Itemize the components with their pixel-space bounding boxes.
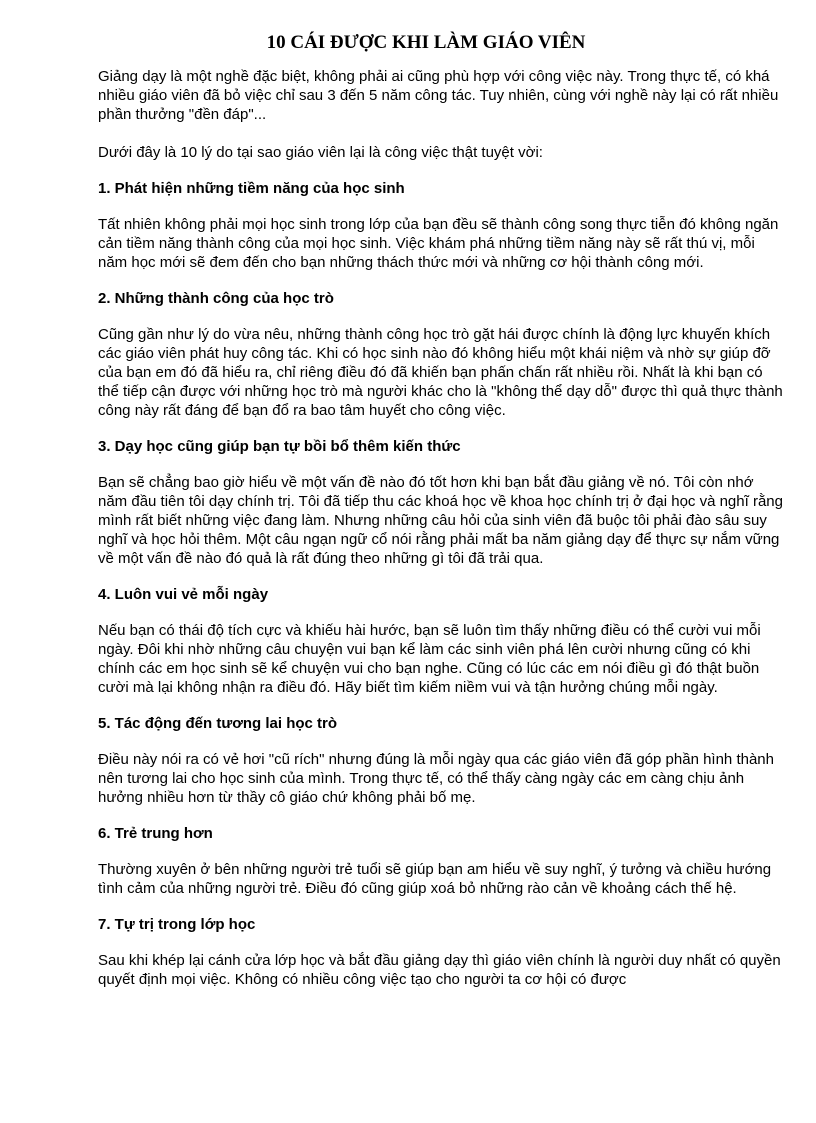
section-paragraph: Nếu bạn có thái độ tích cực và khiếu hài hước, bạn sẽ luôn tìm thấy những điều có thể cười vui mỗi ngày. Đôi khi nhờ những câu chuyện vui bạn kể làm các sinh viên phá lên cười nhưng cũng có khi chính các em học sinh sẽ kể chuyện vui cho bạn nghe. Cũng có lúc các em nói điều gì đó thật buồn cười mà lại không nhận ra điều đó. Hãy biết tìm kiếm niềm vui và tận hưởng chúng mỗi ngày.	[98, 622, 761, 696]
page-title: 10 CÁI ĐƯỢC KHI LÀM GIÁO VIÊN	[266, 32, 586, 53]
section-paragraph: Bạn sẽ chẳng bao giờ hiểu về một vấn đề nào đó tốt hơn khi bạn bắt đầu giảng về nó. Tôi còn nhớ năm đầu tiên tôi dạy chính trị. Tôi đã tiếp thu các khoá học về khoa học chính trị ở đại học và nghĩ rằng mình rất biết những việc đang làm. Nhưng những câu hỏi của sinh viên đã buộc tôi phải đào sâu suy nghĩ và học hỏi thêm. Một câu ngạn ngữ cổ nói rằng phải mất ba năm giảng dạy để thực sự nắm vững về một vấn đề nào đó quả là rất đúng theo những gì tôi đã trải qua.	[98, 474, 783, 567]
section-heading: 3. Dạy học cũng giúp bạn tự bồi bổ thêm kiến thức	[98, 438, 461, 455]
section-paragraph: Tất nhiên không phải mọi học sinh trong lớp của bạn đều sẽ thành công song thực tiễn đó không ngăn cản tiềm năng thành công của mọi học sinh. Việc khám phá những tiềm năng này sẽ rất thú vị, mỗi năm học mới sẽ đem đến cho bạn những thách thức mới và những cơ hội thành công mới.	[98, 216, 779, 271]
section-paragraph: Thường xuyên ở bên những người trẻ tuổi sẽ giúp bạn am hiểu về suy nghĩ, ý tưởng và chiều hướng tình cảm của những người trẻ. Điều đó cũng giúp xoá bỏ những rào cản về khoảng cách thế hệ.	[98, 861, 772, 897]
section-heading: 1. Phát hiện những tiềm năng của học sinh	[98, 180, 405, 197]
section-paragraph: Sau khi khép lại cánh cửa lớp học và bắt đầu giảng dạy thì giáo viên chính là người duy nhất có quyền quyết định mọi việc. Không có nhiều công việc tạo cho người ta cơ hội có được	[98, 952, 781, 988]
section-heading: 6. Trẻ trung hơn	[98, 825, 213, 842]
section-heading: 2. Những thành công của học trò	[98, 290, 334, 307]
section-paragraph: Điều này nói ra có vẻ hơi "cũ rích" nhưng đúng là mỗi ngày qua các giáo viên đã góp phần hình thành nên tương lai cho học sinh của mình. Trong thực tế, có thể thấy càng ngày các em càng chịu ảnh hưởng nhiều hơn từ thầy cô giáo chứ không phải bố mẹ.	[98, 751, 774, 806]
section-heading: 4. Luôn vui vẻ mỗi ngày	[98, 586, 269, 603]
section-heading: 5. Tác động đến tương lai học trò	[98, 715, 338, 732]
document-page	[98, 0, 786, 989]
section-heading: 7. Tự trị trong lớp học	[98, 916, 256, 933]
intro-paragraph: Dưới đây là 10 lý do tại sao giáo viên lại là công việc thật tuyệt vời:	[98, 144, 543, 161]
intro-paragraph: Giảng dạy là một nghề đặc biệt, không phải ai cũng phù hợp với công việc này. Trong thực tế, có khá nhiều giáo viên đã bỏ việc chỉ sau 3 đến 5 năm công tác. Tuy nhiên, cùng với nghề này lại có rất nhiều phần thưởng "đền đáp"...	[98, 68, 779, 123]
section-paragraph: Cũng gần như lý do vừa nêu, những thành công học trò gặt hái được chính là động lực khuyến khích các giáo viên phát huy công tác. Khi có học sinh nào đó không hiểu một khái niệm và nhờ sự giúp đỡ của bạn em đó đã hiểu ra, chỉ riêng điều đó đã khiến bạn phấn chấn rất nhiều rồi. Nhất là khi bạn có thể tiếp cận được với những học trò mà người khác cho là "không thể dạy dỗ" được thì quả thực thành công này rất đáng để bạn đổ ra bao tâm huyết cho công việc.	[98, 326, 783, 419]
